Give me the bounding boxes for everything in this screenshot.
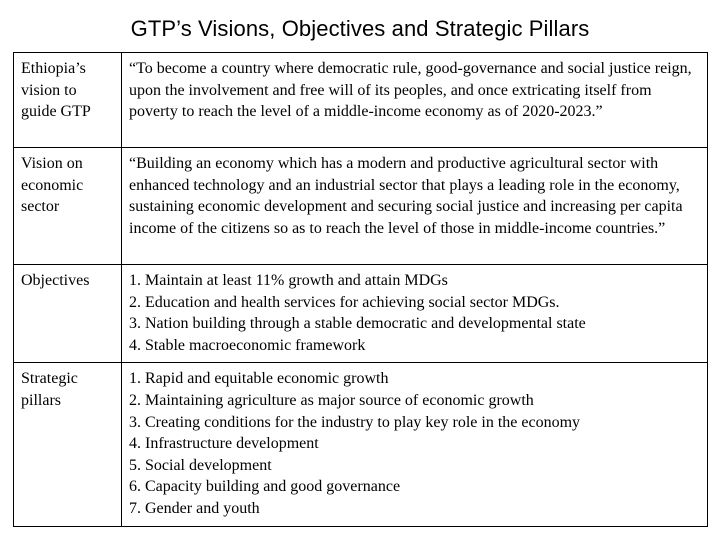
row-label-strategic-pillars: Strategic pillars: [14, 363, 122, 526]
strategic-pillars-list: [122, 363, 708, 526]
pillar-item: 3. Creating conditions for the industry to play key role in the economy: [129, 413, 581, 431]
pillar-item: 7. Gender and youth: [129, 499, 260, 517]
table-row-economic-vision: [14, 148, 708, 265]
objectives-list: [122, 265, 708, 363]
table-row-ethiopia-vision: [14, 53, 708, 148]
pillar-item: 4. Infrastructure development: [129, 435, 319, 453]
row-content-ethiopia-vision: “To become a country where democratic rule, good-governance and social justice reign, upon the involvement and free will of its peoples, and once extricating itself from poverty to reach the level of a middle-income economy as of 2020-2023.”: [122, 53, 708, 148]
table-row-strategic-pillars: [14, 363, 708, 526]
row-label-economic-vision: Vision on economic sector: [14, 148, 122, 265]
row-label-objectives: Objectives: [14, 265, 122, 363]
pillar-item: 1. Rapid and equitable economic growth: [129, 370, 389, 388]
objective-item: 3. Nation building through a stable democratic and developmental state: [129, 315, 586, 333]
row-label-ethiopia-vision: Ethiopia’s vision to guide GTP: [14, 53, 122, 148]
objective-item: 2. Education and health services for achieving social sector MDGs.: [129, 293, 560, 311]
objective-item: 1. Maintain at least 11% growth and attain MDGs: [129, 272, 448, 289]
row-content-economic-vision: “Building an economy which has a modern and productive agricultural sector with enhanced technology and an industrial sector that plays a leading role in the economy, sustaining economic development and securing social justice and increasing per capita income of the citizens so as to reach the level of those in middle-income countries.”: [122, 148, 708, 265]
table-row-objectives: [14, 265, 708, 363]
slide-title: GTP’s Visions, Objectives and Strategic Pillars: [130, 16, 590, 41]
objective-item: 4. Stable macroeconomic framework: [129, 336, 366, 354]
pillar-item: 2. Maintaining agriculture as major source of economic growth: [129, 391, 534, 409]
pillar-item: 5. Social development: [129, 456, 272, 474]
pillar-item: 6. Capacity building and good governance: [129, 478, 401, 496]
gtp-pillars-table: [13, 52, 708, 527]
